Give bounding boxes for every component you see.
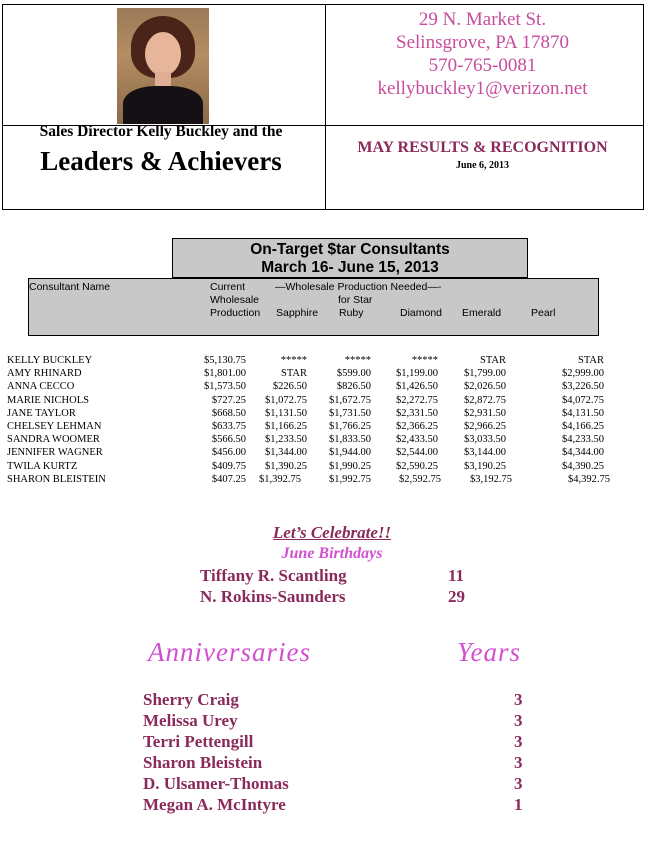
row-emerald: $2,966.25 — [464, 420, 506, 432]
row-pearl: $4,392.75 — [568, 473, 610, 485]
row-diamond: $2,331.50 — [396, 407, 438, 419]
leaders-title: Leaders & Achievers — [40, 146, 282, 176]
row-name: JENNIFER WAGNER — [7, 447, 103, 459]
row-name: JANE TAYLOR — [7, 407, 76, 419]
table-row — [0, 434, 664, 447]
address-block — [323, 8, 642, 100]
row-pearl: $4,166.25 — [562, 420, 604, 432]
row-pearl: $4,390.25 — [562, 460, 604, 472]
anniversary-years: 3 — [514, 711, 523, 730]
address-email: kellybuckley1@verizon.net — [377, 78, 588, 99]
table-row — [0, 355, 664, 368]
row-current: $5,130.75 — [204, 355, 246, 366]
row-ruby: $1,731.50 — [329, 407, 371, 419]
row-name: KELLY BUCKLEY — [7, 355, 93, 366]
photo-face — [145, 32, 181, 76]
row-diamond: $1,426.50 — [396, 381, 438, 393]
row-emerald: STAR — [480, 355, 506, 366]
table-row — [0, 421, 664, 434]
col-diamond: Diamond — [400, 307, 443, 319]
col-pearl: Pearl — [531, 307, 556, 319]
row-current: $407.25 — [211, 473, 246, 485]
col-current-2: Wholesale — [210, 294, 260, 306]
row-current: $1,573.50 — [204, 381, 246, 393]
row-ruby: $1,672.75 — [329, 394, 371, 406]
row-sapphire: $1,166.25 — [265, 420, 307, 432]
col-for-star: for Star — [338, 294, 373, 306]
row-diamond: $1,199.00 — [396, 368, 438, 380]
row-sapphire: $1,131.50 — [265, 407, 307, 419]
row-pearl: $3,226.50 — [562, 381, 604, 393]
row-emerald: $2,026.50 — [464, 381, 506, 393]
row-pearl: $4,072.75 — [562, 394, 604, 406]
row-diamond: $2,592.75 — [399, 473, 441, 485]
photo-body — [123, 86, 203, 124]
anniversary-years: 3 — [514, 753, 523, 772]
row-emerald: $2,872.75 — [464, 394, 506, 406]
table-row — [0, 395, 664, 408]
row-name: CHELSEY LEHMAN — [7, 420, 102, 432]
row-emerald: $3,033.50 — [464, 434, 506, 446]
row-current: $633.75 — [211, 420, 246, 432]
row-name: ANNA CECCO — [7, 381, 75, 393]
table-row — [0, 474, 664, 487]
row-sapphire: $226.50 — [272, 381, 307, 393]
sales-director-line: Sales Director Kelly Buckley and the — [39, 123, 283, 140]
row-ruby: $1,992.75 — [329, 473, 371, 485]
row-sapphire: $1,392.75 — [259, 473, 301, 485]
row-name: MARIE NICHOLS — [7, 394, 89, 406]
row-ruby: $1,944.00 — [329, 447, 371, 459]
row-ruby: $1,766.25 — [329, 420, 371, 432]
birthday-name: N. Rokins-Saunders — [200, 587, 346, 606]
row-sapphire: $1,233.50 — [265, 434, 307, 446]
birthday-day: 29 — [448, 587, 465, 606]
celebrate-heading: Let’s Celebrate!! — [272, 523, 392, 542]
table-row — [0, 368, 664, 381]
row-ruby: $1,990.25 — [329, 460, 371, 472]
row-sapphire: $1,072.75 — [265, 394, 307, 406]
consultant-table — [0, 355, 664, 487]
row-emerald: $3,144.00 — [464, 447, 506, 459]
row-pearl: STAR — [578, 355, 604, 366]
row-diamond: ***** — [411, 355, 438, 366]
row-emerald: $1,799.00 — [464, 368, 506, 380]
report-date: June 6, 2013 — [455, 160, 510, 171]
col-ruby: Ruby — [339, 307, 364, 319]
row-name: AMY RHINARD — [7, 368, 82, 380]
table-row — [0, 447, 664, 460]
row-emerald: $3,190.25 — [464, 460, 506, 472]
row-name: SHARON BLEISTEIN — [7, 473, 106, 485]
row-pearl: $4,131.50 — [562, 407, 604, 419]
on-target-dates: March 16- June 15, 2013 — [261, 259, 439, 276]
on-target-title: On-Target $tar Consultants — [250, 241, 450, 258]
column-header-box — [28, 278, 599, 336]
row-current: $409.75 — [211, 460, 246, 472]
col-needed: —Wholesale Production Needed—- — [275, 281, 442, 293]
birthday-day: 11 — [448, 566, 465, 585]
col-emerald: Emerald — [462, 307, 502, 319]
row-emerald: $3,192.75 — [470, 473, 512, 485]
row-sapphire: $1,390.25 — [265, 460, 307, 472]
row-sapphire: ***** — [280, 355, 307, 366]
address-city: Selinsgrove, PA 17870 — [396, 32, 569, 53]
address-street: 29 N. Market St. — [418, 9, 547, 30]
years-heading: Years — [457, 637, 522, 667]
row-diamond: $2,544.00 — [396, 447, 438, 459]
anniversary-years: 3 — [514, 732, 523, 751]
anniversary-years: 3 — [514, 690, 523, 709]
on-target-title-box — [172, 238, 528, 278]
table-row — [0, 381, 664, 394]
row-current: $727.25 — [211, 394, 246, 406]
anniversary-name: Sharon Bleistein — [143, 753, 263, 772]
address-phone: 570-765-0081 — [428, 55, 537, 76]
row-sapphire: STAR — [281, 368, 307, 380]
anniversary-name: D. Ulsamer-Thomas — [143, 774, 289, 793]
row-diamond: $2,272.75 — [396, 394, 438, 406]
row-pearl: $4,344.00 — [562, 447, 604, 459]
row-ruby: $826.50 — [336, 381, 371, 393]
col-current-1: Current — [210, 281, 246, 293]
anniversary-name: Terri Pettengill — [143, 732, 254, 751]
row-ruby: $599.00 — [336, 368, 371, 380]
table-row — [0, 461, 664, 474]
row-name: SANDRA WOOMER — [7, 434, 100, 446]
col-sapphire: Sapphire — [276, 307, 319, 319]
director-photo — [117, 8, 209, 124]
row-ruby: $1,833.50 — [329, 434, 371, 446]
anniversary-name: Sherry Craig — [143, 690, 239, 709]
row-current: $566.50 — [211, 434, 246, 446]
row-sapphire: $1,344.00 — [265, 447, 307, 459]
row-pearl: $4,233.50 — [562, 434, 604, 446]
anniversary-years: 3 — [514, 774, 523, 793]
anniversary-name: Megan A. McIntyre — [143, 795, 286, 814]
row-diamond: $2,366.25 — [396, 420, 438, 432]
anniversary-years: 1 — [514, 795, 523, 814]
row-current: $456.00 — [211, 447, 246, 459]
row-ruby: ***** — [344, 355, 371, 366]
table-row — [0, 408, 664, 421]
anniversary-name: Melissa Urey — [143, 711, 238, 730]
row-emerald: $2,931.50 — [464, 407, 506, 419]
col-consultant-name: Consultant Name — [29, 281, 111, 293]
row-current: $1,801.00 — [204, 368, 246, 380]
row-name: TWILA KURTZ — [7, 460, 78, 472]
col-current-3: Production — [210, 307, 261, 319]
report-title: MAY RESULTS & RECOGNITION — [357, 139, 608, 156]
anniversaries-heading: Anniversaries — [148, 637, 311, 667]
row-pearl: $2,999.00 — [562, 368, 604, 380]
row-current: $668.50 — [211, 407, 246, 419]
birthdays-heading: June Birthdays — [281, 545, 383, 562]
birthday-name: Tiffany R. Scantling — [200, 566, 347, 585]
row-diamond: $2,590.25 — [396, 460, 438, 472]
row-diamond: $2,433.50 — [396, 434, 438, 446]
